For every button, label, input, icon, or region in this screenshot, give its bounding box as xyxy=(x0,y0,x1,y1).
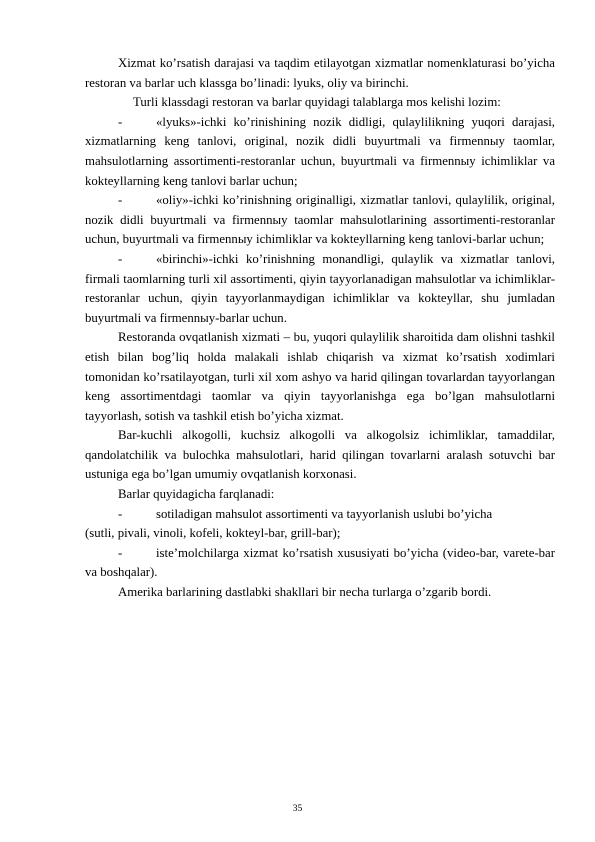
paragraph-american-bars: Amerika barlarining dastlabki shakllari bir necha turlarga o’zgarib bordi. xyxy=(118,585,492,600)
paragraph-bar-definition: Bar-kuchli alkogolli, kuchsiz alkogolli va alkogolsiz ichimliklar, tamaddilar, qandolatchilik va bulochka mahsulotlari, harid qilingan tovarlarni aralash sotuvchi bar ustuniga ega bo’lgan umumiy ovqatlanish korxonasi. xyxy=(85,428,555,482)
list-item-text: «lyuks»-ichki ko’rinishining nozik didligi, qulaylilikning yuqori darajasi, xizmatlarning keng tanlovi, original, nozik didli buyurtmali va firmennыy taomlar, mahsulotlarning assortimenti-restoranlar uchun, buyurtmali va firmennыy ichimliklar va kokteyllarning keng tanlovi barlar uchun; xyxy=(85,114,555,188)
paragraph-bar-types-intro: Barlar quyidagicha farqlanadi: xyxy=(118,487,275,502)
list-item-birinchi xyxy=(85,250,555,328)
list-item-oliy xyxy=(85,191,555,250)
list-dash: - xyxy=(118,506,123,521)
list-item-lyuks xyxy=(85,113,555,191)
list-item-text: sotiladigan mahsulot assortimenti va tayyorlanish uslubi bo’yicha xyxy=(156,506,493,521)
paragraph-classes-intro: Xizmat ko’rsatish darajasi va taqdim etilayotgan xizmatlar nomenklaturasi bo’yicha restoran va barlar uch klassga bo’linadi: lyuks, oliy va birinchi. xyxy=(85,56,555,90)
list-dash: - xyxy=(118,251,123,266)
list-item-text: «oliy»-ichki ko’rinishning originalligi, xizmatlar tanlovi, qulaylilik, original, nozik didli buyurtmali va firmennыy taomlar mahsulotlarining assortimenti-restoranlar uchun, buyurtmali va firmennыy ichimliklar va kokteyllarning keng tanlovi-barlar uchun; xyxy=(85,193,555,247)
page-number: 35 xyxy=(292,804,303,814)
list-dash: - xyxy=(118,193,123,208)
paragraph-requirements-intro: Turli klassdagi restoran va barlar quyidagi talablarga mos kelishi lozim: xyxy=(133,95,501,110)
list-item-service-type xyxy=(85,544,555,583)
list-item-text: iste’molchilarga xizmat ko’rsatish xususiyati bo’yicha (video-bar, varete-bar va boshqalar). xyxy=(85,545,555,580)
list-item-assortment xyxy=(85,505,555,525)
paragraph-bar-examples: (sutli, pivali, vinoli, kofeli, kokteyl-bar, grill-bar); xyxy=(85,526,341,541)
list-item-text: «birinchi»-ichki ko’rinishning monandligi, qulaylik va xizmatlar tanlovi, firmali taomlarning turli xil assortimenti, qiyin tayyorlanadigan mahsulotlar va ichimliklar-restoranlar uchun, qiyin tayyorlanmaydigan ichimliklar va kokteyllar, shu jumladan buyurtmali va firmennыy-barlar uchun. xyxy=(85,251,555,325)
list-dash: - xyxy=(118,545,123,560)
document-page xyxy=(85,54,555,603)
list-dash: - xyxy=(118,114,123,129)
paragraph-restaurant-service: Restoranda ovqatlanish xizmati – bu, yuqori qulaylilik sharoitida dam olishni tashkil etish bilan bog’liq holda malakali ishlab chiqarish va xizmat ko’rsatish xodimlari tomonidan ko’rsatilayotgan, turli xil xom ashyo va harid qilingan tovarlardan tayyorlangan keng assortimentdagi taomlar va qiyin tayyorlanishga ega bo’lgan mahsulotlarni tayyorlash, sotish va tashkil etish bo’yicha xizmat. xyxy=(85,330,555,423)
